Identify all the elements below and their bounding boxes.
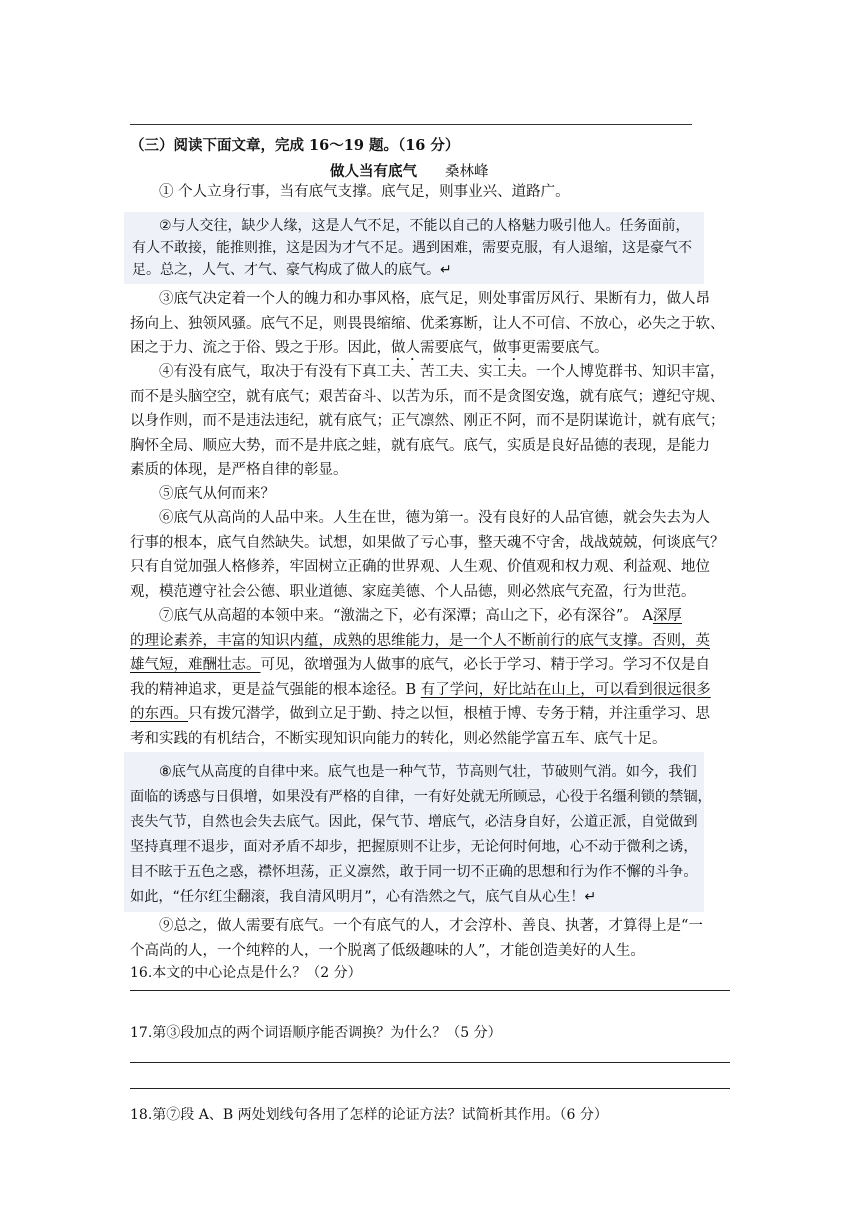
paragraph-7-line [130,702,732,727]
question-18: 18.第⑦段 A、B 两处划线句各用了怎样的论证方法？试简析其作用。（6 分） [130,1107,608,1123]
underlined-sentence-a: 雄气短，难酬壮志。 [130,657,261,673]
paragraph-7 [130,604,732,751]
paragraph-5-text: ⑤底气从何而来？ [159,486,275,502]
paragraph-1 [130,180,732,205]
dotted-word-1: 做人 [391,340,420,356]
paragraph-8-line: 坚持真理不退步，面对矛盾不却步，把握原则不让步，无论何时何地，心不动于微利之诱， [130,839,698,855]
answer-line [130,1088,730,1089]
answer-line [130,990,730,991]
underlined-sentence-b: 的东西。 [130,706,188,722]
paragraph-8-line: ⑧底气从高度的自律中来。底气也是一种气节，节高则气壮，节破则气消。如今，我们 [159,764,697,780]
paragraph-6-line: 观，模范遵守社会公德、职业道德、家庭美德、个人品德，则必然底气充盈，行为世范。 [130,583,696,600]
paragraph-2-line: ②与人交往，缺少人缘，这是人气不足，不能以自己的人格魅力吸引他人。任务面前， [159,218,690,234]
underlined-sentence-b: 有了学问，好比站在山上，可以看到很远很多 [420,681,711,698]
paragraph-9-line: ⑨总之，做人需要有底气。一个有底气的人，才会淳朴、善良、执著，才算得上是“一 [159,918,703,934]
paragraph-4-line: 而不是头脑空空，就有底气；艰苦奋斗、以苦为乐，而不是贪图安逸，就有底气；遵纪守规、 [130,388,725,405]
paragraph-7-line [130,653,732,678]
paragraph-7-line [130,678,732,703]
paragraph-1-text: ① 个人立身行事，当有底气支撑。底气足，则事业兴、道路广。 [159,184,570,200]
paragraph-3-line: ③底气决定着一个人的魄力和办事风格，底气足，则处事雷厉风行、果断有力，做人昂 [159,291,710,307]
paragraph-3-line: 扬向上、独领风骚。底气不足，则畏畏缩缩、优柔寡断，让人不可信、不放心，必失之于软、 [130,315,725,332]
paragraph-7-line [130,604,732,629]
dotted-word-2: 做事 [492,340,522,356]
paragraph-7-text: 我的精神追求，更是益气强能的根本途径。B [130,681,421,698]
paragraph-2 [130,215,732,281]
paragraph-4 [130,360,732,483]
paragraph-7-text: ⑦底气从高超的本领中来。“激湍之下，必有深潭；高山之下，必有深谷”。 A [159,608,653,624]
paragraph-8-line: 目不眩于五色之惑，襟怀坦荡，正义凛然，敢于同一切不正确的思想和行为作不懈的斗争。 [130,864,698,880]
paragraph-3-text: 困之于力、流之于俗、毁之于形。因此， [130,340,391,356]
paragraph-6-line: 只有自觉加强人格修养，牢固树立正确的世界观、人生观、价值观和权力观、利益观、地位 [130,559,710,575]
paragraph-8 [130,760,732,910]
paragraph-5 [130,482,732,507]
article-title: 做人当有底气 [330,163,417,180]
question-16: 16.本文的中心论点是什么？（2 分） [130,965,362,981]
paragraph-9 [130,914,732,963]
paragraph-2-line: 足。总之，人气、才气、豪气构成了做人的底气。↵ [132,262,452,278]
paragraph-7-text: 只有拨冗潜学，做到立足于勤、持之以恒，根植于博、专务于精，并注重学习、思 [188,706,710,722]
top-divider [130,124,692,125]
underlined-sentence-a: 深厚 [652,608,682,624]
paragraph-2-line: 有人不敢接，能推则推，这是因为才气不足。遇到困难，需要克服，有人退缩，这是豪气不 [132,240,692,256]
paragraph-6-line: ⑥底气从高尚的人品中来。人生在世，德为第一。没有良好的人品官德，就会失去为人 [159,510,710,526]
paragraph-3-text: 需要底气， [420,340,493,356]
paragraph-4-line: ④有没有底气，取决于有没有下真工夫、苦工夫、实工夫。一个人博览群书、知识丰富， [159,364,725,380]
paragraph-4-line: 以身作则，而不是违法违纪，就有底气；正气凛然、刚正不阿，而不是阴谋诡计，就有底气； [130,413,725,429]
paragraph-6 [130,506,732,604]
paragraph-3 [130,287,732,364]
paragraph-7-line: 考和实践的有机结合，不断实现知识向能力的转化，则必然能学富五车、底气十足。 [130,730,667,747]
paragraph-6-line: 行事的根本，底气自然缺失。试想，如果做了亏心事，整天魂不守舍，战战兢兢，何谈底气？ [130,534,725,551]
paragraph-8-line: 丧失气节，自然也会失去底气。因此，保气节、增底气，必洁身自好，公道正派，自觉做到 [130,814,698,830]
paragraph-4-line: 素质的体现，是严格自律的彰显。 [130,462,348,478]
paragraph-3-text: 更需要底气。 [521,340,609,356]
paragraph-8-line: 如此，“任尔红尘翻滚，我自清风明月”，心有浩然之气，底气自从心生！↵ [130,889,597,905]
question-17: 17.第③段加点的两个词语顺序能否调换？为什么？（5 分） [130,1025,502,1041]
paragraph-7-text: 可见，欲增强为人做事的底气，必长于学习、精于学习。学习不仅是自 [260,657,710,673]
paragraph-8-line: 面临的诱惑与日俱增，如果没有严格的自律，一有好处就无所顾忌，心役于名缰利锁的禁锢， [130,789,712,805]
paragraph-4-line: 胸怀全局、顺应大势，而不是井底之蛙，就有底气。底气，实质是良好品德的表现，是能力 [130,437,710,454]
paragraph-9-line: 个高尚的人，一个纯粹的人，一个脱离了低级趣味的人”，才能创造美好的人生。 [130,942,645,959]
underlined-sentence-a: 的理论素养，丰富的知识内蕴，成熟的思维能力，是一个人不断前行的底气支撑。否则，英 [130,632,710,649]
answer-line [130,1062,730,1063]
article-author: 桑林峰 [445,164,489,180]
section-heading: （三）阅读下面文章，完成 16～19 题。（16 分） [130,137,460,154]
